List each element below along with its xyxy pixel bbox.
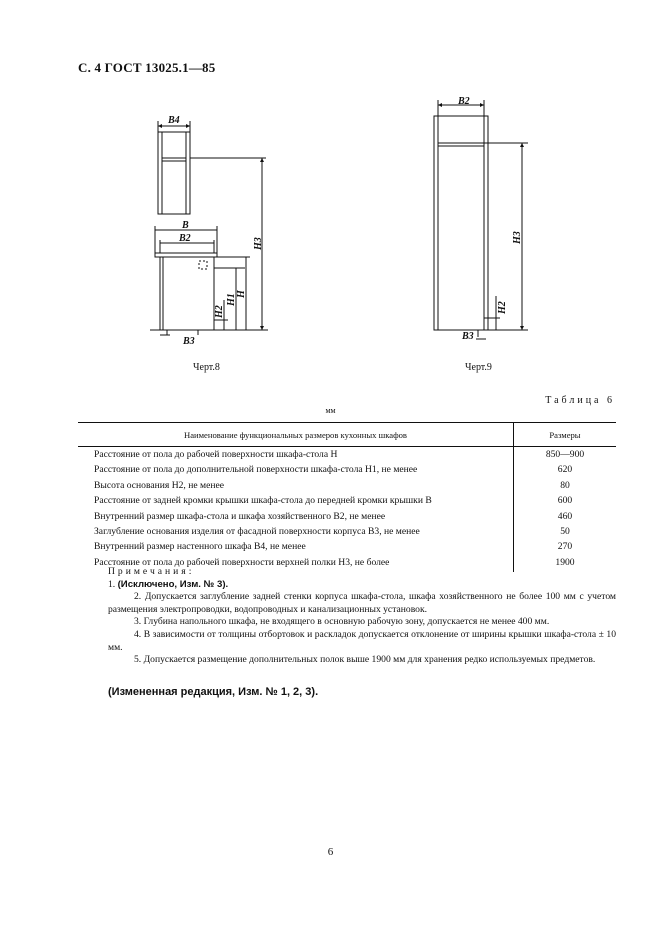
drawings	[0, 0, 661, 380]
row-name: Расстояние от задней кромки крышки шкафа-стола до передней кромки крышки B	[94, 495, 432, 507]
notes-title: Примечания:	[108, 566, 195, 577]
note-number: 4.	[134, 628, 142, 640]
page-number: 6	[327, 846, 334, 858]
note-item	[78, 616, 616, 629]
table-row	[78, 539, 616, 554]
table-row	[78, 509, 616, 524]
note-item	[108, 579, 616, 592]
note-text: Глубина напольного шкафа, не входящего в основную рабочую зону, допускается не менее 400 мм.	[143, 616, 550, 628]
fig8-label-h2: H2	[214, 305, 225, 318]
fig8-caption: Черт.8	[193, 362, 220, 373]
row-name: Внутренний размер шкафа-стола и шкафа хозяйственного B2, не менее	[94, 510, 386, 522]
note-text: Допускается заглубление задней стенки корпуса шкафа-стола, шкафа хозяйственного не более 100 мм с учетом размещения электропроводки, водопроводных и канализационных установок.	[108, 591, 616, 615]
fig8-label-h1: H1	[226, 293, 237, 306]
row-name: Заглубление основания изделия от фасадной поверхности корпуса B3, не менее	[94, 526, 420, 538]
row-value: 460	[514, 509, 617, 524]
row-name: Внутренний размер настенного шкафа B4, не менее	[94, 541, 306, 553]
row-name: Расстояние от пола до дополнительной поверхности шкафа-стола H1, не менее	[94, 464, 418, 476]
fig8-label-b: B	[182, 220, 189, 231]
fig9-tall-cabinet	[434, 116, 500, 337]
fig8-label-b4: B4	[168, 115, 180, 126]
row-name: Высота основания H2, не менее	[94, 479, 224, 491]
row-value: 850—900	[514, 447, 617, 463]
table-units: мм	[325, 406, 336, 415]
note-number: 5.	[134, 654, 142, 666]
dimensions-table	[78, 422, 616, 572]
fig8-wall-cabinet	[158, 132, 190, 214]
note-number: 2.	[134, 591, 142, 603]
row-value: 1900	[514, 555, 617, 572]
fig9-label-b3: B3	[462, 331, 474, 342]
fig9-label-h2: H2	[497, 301, 508, 314]
row-value: 600	[514, 493, 617, 508]
fig8-label-h3: H3	[253, 237, 264, 250]
table-row	[78, 478, 616, 493]
note-text: Допускается размещение дополнительных полок выше 1900 мм для хранения редко используемых предметов.	[143, 654, 596, 666]
note-text: (Исключено, Изм. № 3).	[117, 578, 229, 590]
table-header-name: Наименование функциональных размеров кухонных шкафов	[78, 423, 514, 447]
note-item	[78, 591, 616, 616]
row-name: Расстояние от пола до рабочей поверхности шкафа-стола H	[94, 449, 338, 460]
fig8-label-b2: B2	[179, 233, 191, 244]
page-header: С. 4 ГОСТ 13025.1—85	[78, 60, 216, 75]
note-number: 1.	[108, 578, 116, 590]
row-value: 50	[514, 524, 617, 539]
fig9-label-b2: B2	[458, 96, 470, 107]
table-header-row	[78, 423, 616, 447]
notes	[108, 566, 616, 667]
note-number: 3.	[134, 616, 142, 628]
fig9-caption: Черт.9	[465, 362, 492, 373]
row-value: 620	[514, 462, 617, 477]
note-text: В зависимости от толщины отбортовок и раскладок допускается отклонение от ширины крышки шкафа-стола ± 10 мм.	[108, 628, 617, 653]
fig8-vertical-dimensions	[150, 158, 268, 330]
note-item	[78, 629, 616, 654]
table-row	[78, 462, 616, 477]
fig8-label-b3: B3	[183, 336, 195, 347]
table-row	[78, 524, 616, 539]
row-name: Расстояние от пола до рабочей поверхности верхней полки H3, не более	[94, 556, 390, 568]
fig8-label-h: H	[236, 290, 247, 298]
row-value: 80	[514, 478, 617, 493]
table-header-value: Размеры	[514, 423, 617, 447]
row-value: 270	[514, 539, 617, 554]
fig9-label-h3: H3	[512, 231, 523, 244]
table-title: Таблица 6	[545, 395, 615, 406]
table-row	[78, 447, 616, 463]
table-row	[78, 493, 616, 508]
note-item	[78, 654, 616, 667]
revision-note: (Измененная редакция, Изм. № 1, 2, 3).	[108, 686, 319, 698]
